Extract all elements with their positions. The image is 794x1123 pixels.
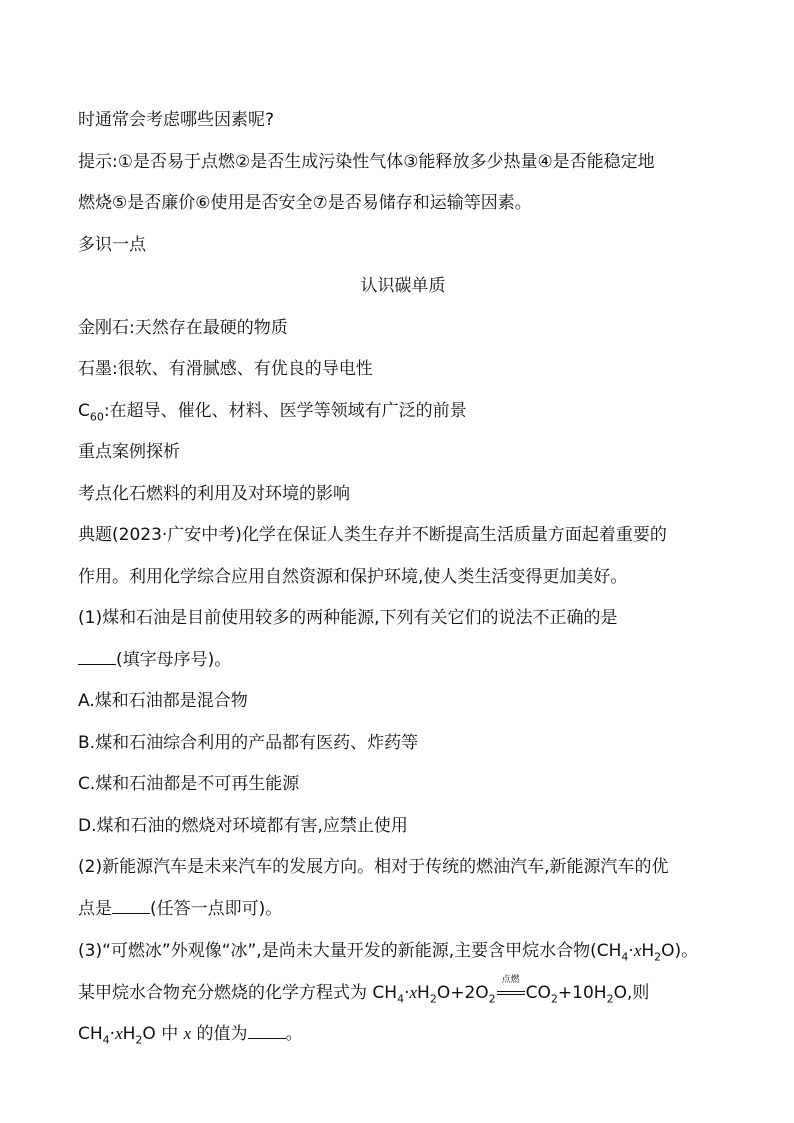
question-1: (1)煤和石油是目前使用较多的两种能源,下列有关它们的说法不正确的是	[78, 608, 618, 628]
q3-h: H	[641, 941, 655, 961]
eq-co2: CO	[525, 982, 551, 1003]
subscript-2: 2	[135, 1033, 143, 1047]
question-2-prefix: 点是	[78, 898, 112, 919]
option-d: D.煤和石油的燃烧对环境都有害,应禁止使用	[78, 815, 408, 836]
q3b-x: x	[115, 1024, 123, 1043]
subscript-2: 2	[606, 991, 614, 1005]
section-heading-cases: 重点案例探析	[78, 442, 180, 462]
subscript-4: 4	[621, 950, 629, 964]
reaction-condition-sign	[496, 974, 526, 998]
subscript-2: 2	[488, 991, 496, 1005]
question-1-suffix: (填字母序号)。	[116, 649, 232, 670]
graphite-line: 石墨:很软、有滑腻感、有优良的导电性	[78, 359, 373, 379]
question-2-answer-line	[78, 889, 728, 931]
q3b-mid: O 中	[142, 1024, 184, 1044]
q3-text: (3)“可燃冰”外观像“冰”,是尚未大量开发的新能源,主要含甲烷水合物(CH	[78, 941, 622, 961]
section-heading-extra: 多识一点	[78, 234, 146, 255]
eq-h2o: +10H	[557, 982, 607, 1003]
question-2-suffix: (任答一点即可)。	[150, 898, 283, 919]
q3b-value: 的值为	[191, 1024, 248, 1044]
c60-line	[78, 391, 728, 433]
question-stem: 典题(2023·广安中考)化学在保证人类生存并不断提高生活质量方面起着重要的	[78, 525, 667, 545]
subscript-2: 2	[654, 950, 662, 964]
subscript-2: 2	[429, 991, 437, 1005]
box-title: 认识碳单质	[360, 276, 446, 296]
q3b-end: 。	[285, 1024, 303, 1044]
question-3	[78, 930, 728, 972]
answer-blank-1[interactable]	[78, 650, 116, 665]
equation-line	[78, 972, 728, 1014]
diamond-line: 金刚石:天然存在最硬的物质	[78, 317, 288, 338]
option-a: A.煤和石油都是混合物	[78, 691, 248, 711]
eq-end: O,则	[613, 982, 650, 1003]
eq-x: x	[409, 982, 418, 1002]
eq-text: 某甲烷水合物充分燃烧的化学方程式为 CH	[78, 982, 398, 1003]
answer-blank-2[interactable]	[112, 899, 150, 914]
q3b-x2: x	[183, 1024, 192, 1043]
subscript-2: 2	[550, 991, 558, 1005]
reaction-condition: 点燃	[501, 974, 520, 985]
c60-subscript: 60	[89, 409, 104, 423]
option-c: C.煤和石油都是不可再生能源	[78, 774, 300, 794]
q3b-ch: CH	[78, 1024, 103, 1044]
question-3-answer-line	[78, 1013, 728, 1055]
hint-line-cont: 燃烧⑤是否廉价⑥使用是否安全⑦是否易储存和运输等因素。	[78, 193, 532, 213]
q3b-h: H	[122, 1024, 136, 1044]
subscript-4: 4	[397, 991, 405, 1005]
subscript-4: 4	[102, 1033, 110, 1047]
text-line: 时通常会考虑哪些因素呢?	[78, 110, 275, 130]
q3-dot: ·	[628, 941, 634, 961]
eq-o2: O+2O	[436, 982, 489, 1003]
answer-blank-3[interactable]	[248, 1024, 286, 1039]
document-page	[78, 100, 728, 1055]
hint-line: 提示:①是否易于点燃②是否生成污染性气体③能释放多少热量④是否能稳定地	[78, 151, 655, 172]
option-b: B.煤和石油综合利用的产品都有医药、炸药等	[78, 732, 419, 753]
question-2: (2)新能源汽车是未来汽车的发展方向。相对于传统的燃油汽车,新能源汽车的优	[78, 857, 669, 877]
topic-heading: 考点化石燃料的利用及对环境的影响	[78, 483, 350, 504]
eq-h: H	[417, 982, 430, 1003]
q3b-dot: ·	[109, 1024, 116, 1044]
c60-text: :在超导、催化、材料、医学等领域有广泛的前景	[103, 400, 467, 421]
q3-x: x	[633, 941, 642, 960]
question-1-answer-line	[78, 640, 728, 682]
q3-end: O)。	[661, 941, 699, 961]
eq-dot: ·	[404, 982, 410, 1003]
c60-symbol: C	[78, 400, 90, 421]
question-stem-cont: 作用。利用化学综合应用自然资源和保护环境,使人类生活变得更加美好。	[78, 566, 628, 587]
